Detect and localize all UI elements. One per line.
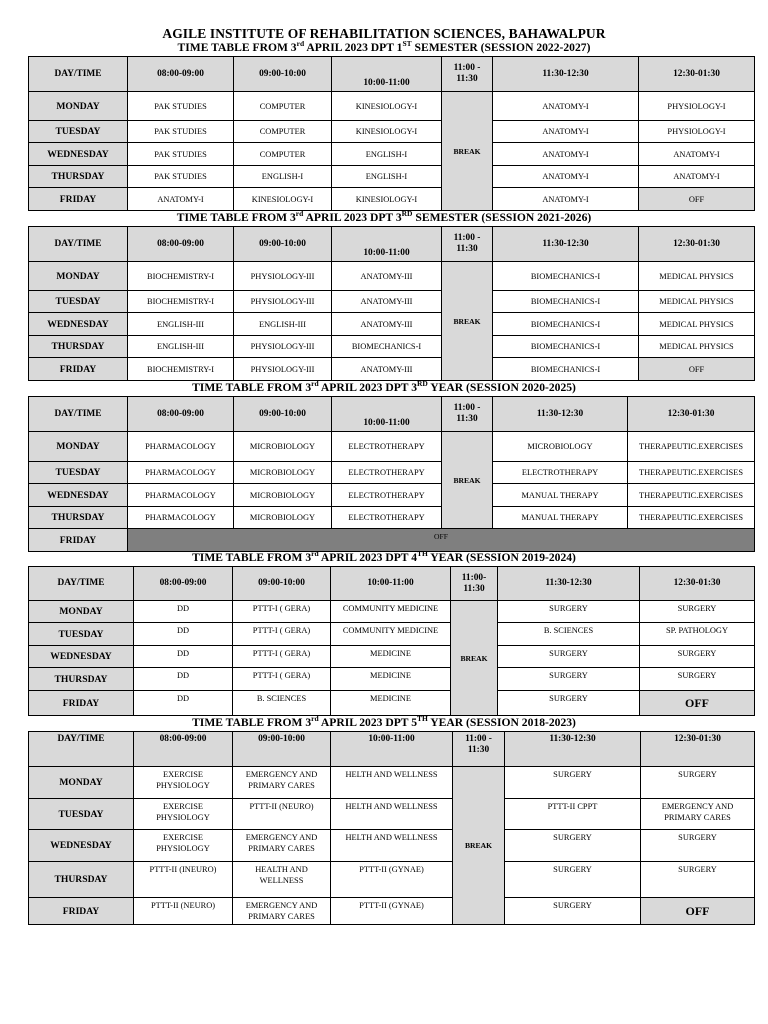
header-period-3: 10:00-11:00 (332, 397, 442, 432)
class-cell: ELECTROTHERAPY (332, 462, 442, 484)
table-row (29, 767, 755, 799)
header-period-4: 11:30-12:30 (493, 57, 639, 92)
header-period-5: 12:30-01:30 (641, 732, 755, 767)
class-cell: KINESIOLOGY-I (332, 188, 442, 211)
class-cell: BIOCHEMISTRY-I (128, 291, 234, 313)
class-cell: ELECTROTHERAPY (332, 484, 442, 507)
header-period-1: 08:00-09:00 (128, 227, 234, 262)
class-cell: ANATOMY-III (332, 262, 442, 291)
header-period-2: 09:00-10:00 (233, 732, 331, 767)
class-cell: PAK STUDIES (128, 92, 234, 121)
off-cell: OFF (640, 691, 755, 716)
day-label: TUESDAY (29, 623, 134, 646)
class-cell: ANATOMY-I (639, 166, 755, 188)
class-cell: B. SCIENCES (498, 623, 640, 646)
timetable-3rd-semester (28, 226, 755, 381)
class-cell: PTTT-II (NEURO) (134, 898, 233, 925)
class-cell: SURGERY (640, 668, 755, 691)
day-label: MONDAY (29, 432, 128, 462)
class-cell: PHYSIOLOGY-III (234, 291, 332, 313)
header-day-time: DAY/TIME (29, 732, 134, 767)
class-cell: SURGERY (498, 691, 640, 716)
table-row (29, 166, 755, 188)
class-cell: EXERCISE PHYSIOLOGY (134, 830, 233, 862)
class-cell: KINESIOLOGY-I (332, 121, 442, 143)
header-period-1: 08:00-09:00 (134, 567, 233, 601)
header-day-time: DAY/TIME (29, 567, 134, 601)
class-cell: THERAPEUTIC.EXERCISES (628, 432, 755, 462)
class-cell: PTTT-I ( GERA) (233, 623, 331, 646)
class-cell: HELTH AND WELLNESS (331, 799, 453, 830)
class-cell: SURGERY (498, 668, 640, 691)
class-cell: COMPUTER (234, 143, 332, 166)
class-cell: SURGERY (505, 767, 641, 799)
class-cell: HELTH AND WELLNESS (331, 767, 453, 799)
table-row (29, 646, 755, 668)
day-label: TUESDAY (29, 291, 128, 313)
class-cell: DD (134, 691, 233, 716)
break-cell: BREAK (442, 262, 493, 381)
header-period-4: 11:30-12:30 (498, 567, 640, 601)
class-cell: THERAPEUTIC.EXERCISES (628, 484, 755, 507)
class-cell: ANATOMY-I (493, 166, 639, 188)
header-period-1: 08:00-09:00 (134, 732, 233, 767)
table-row (29, 862, 755, 898)
class-cell: MEDICAL PHYSICS (639, 336, 755, 358)
section-5-title: TIME TABLE FROM 3rd APRIL 2023 DPT 5TH YEAR (SESSION 2018-2023) (192, 714, 576, 729)
break-cell: BREAK (451, 601, 498, 716)
class-cell: ANATOMY-I (493, 143, 639, 166)
class-cell: KINESIOLOGY-I (234, 188, 332, 211)
day-label: WEDNESDAY (29, 646, 134, 668)
header-day-time: DAY/TIME (29, 57, 128, 92)
class-cell: BIOMECHANICS-I (493, 358, 639, 381)
header-day-time: DAY/TIME (29, 227, 128, 262)
header-period-5: 12:30-01:30 (640, 567, 755, 601)
class-cell: MEDICINE (331, 646, 451, 668)
day-label: MONDAY (29, 767, 134, 799)
class-cell: PTTT-II (GYNAE) (331, 862, 453, 898)
table-row (29, 529, 755, 552)
day-label: MONDAY (29, 262, 128, 291)
class-cell: PHARMACOLOGY (128, 484, 234, 507)
class-cell: SURGERY (505, 898, 641, 925)
class-cell: PHARMACOLOGY (128, 507, 234, 529)
day-label: TUESDAY (29, 462, 128, 484)
off-cell: OFF (641, 898, 755, 925)
header-day-time: DAY/TIME (29, 397, 128, 432)
table-row (29, 462, 755, 484)
day-label: MONDAY (29, 601, 134, 623)
header-period-5: 12:30-01:30 (628, 397, 755, 432)
class-cell: BIOCHEMISTRY-I (128, 262, 234, 291)
header-period-5: 12:30-01:30 (639, 57, 755, 92)
class-cell: SURGERY (641, 830, 755, 862)
table-row (29, 691, 755, 716)
class-cell: SURGERY (641, 862, 755, 898)
day-label: MONDAY (29, 92, 128, 121)
class-cell: ANATOMY-I (128, 188, 234, 211)
day-label: WEDNESDAY (29, 830, 134, 862)
institute-title: AGILE INSTITUTE OF REHABILITATION SCIENCES, BAHAWALPUR (162, 26, 606, 41)
break-cell: BREAK (453, 767, 505, 925)
header-break: 11:00 - 11:30 (453, 732, 505, 767)
day-label: THURSDAY (29, 862, 134, 898)
section-4-title: TIME TABLE FROM 3rd APRIL 2023 DPT 4TH YEAR (SESSION 2019-2024) (192, 549, 576, 564)
day-label: WEDNESDAY (29, 313, 128, 336)
day-label: FRIDAY (29, 898, 134, 925)
class-cell: THERAPEUTIC.EXERCISES (628, 507, 755, 529)
class-cell: SURGERY (498, 646, 640, 668)
class-cell: COMPUTER (234, 92, 332, 121)
class-cell: B. SCIENCES (233, 691, 331, 716)
class-cell: PAK STUDIES (128, 121, 234, 143)
class-cell: COMMUNITY MEDICINE (331, 601, 451, 623)
class-cell: SURGERY (640, 601, 755, 623)
class-cell: PTTT-I ( GERA) (233, 668, 331, 691)
class-cell: EMERGENCY AND PRIMARY CARES (233, 767, 331, 799)
header-period-1: 08:00-09:00 (128, 57, 234, 92)
class-cell: MEDICAL PHYSICS (639, 291, 755, 313)
class-cell: EMERGENCY AND PRIMARY CARES (233, 898, 331, 925)
class-cell: ANATOMY-I (639, 143, 755, 166)
header-break: 11:00 - 11:30 (442, 227, 493, 262)
header-period-2: 09:00-10:00 (234, 397, 332, 432)
timetable-3rd-year (28, 396, 755, 552)
class-cell: PTTT-II CPPT (505, 799, 641, 830)
section-1-title: TIME TABLE FROM 3rd APRIL 2023 DPT 1ST SEMESTER (SESSION 2022-2027) (177, 39, 591, 54)
class-cell: MICROBIOLOGY (234, 432, 332, 462)
class-cell: ANATOMY-III (332, 313, 442, 336)
day-label: THURSDAY (29, 166, 128, 188)
class-cell: PAK STUDIES (128, 166, 234, 188)
class-cell: PHYSIOLOGY-III (234, 336, 332, 358)
table-row (29, 432, 755, 462)
class-cell: MICROBIOLOGY (493, 432, 628, 462)
header-period-3: 10:00-11:00 (332, 227, 442, 262)
table-row (29, 336, 755, 358)
table-row (29, 143, 755, 166)
table-row (29, 121, 755, 143)
header-period-2: 09:00-10:00 (233, 567, 331, 601)
table-row (29, 358, 755, 381)
timetable-5th-year (28, 731, 755, 925)
class-cell: DD (134, 646, 233, 668)
break-cell: BREAK (442, 432, 493, 529)
class-cell: MICROBIOLOGY (234, 462, 332, 484)
timetable-1st-semester (28, 56, 755, 211)
table-row (29, 484, 755, 507)
class-cell: MANUAL THERAPY (493, 484, 628, 507)
class-cell: PTTT-II (GYNAE) (331, 898, 453, 925)
class-cell: PHYSIOLOGY-III (234, 358, 332, 381)
section-2-title: TIME TABLE FROM 3rd APRIL 2023 DPT 3RD SEMESTER (SESSION 2021-2026) (176, 209, 592, 224)
header-period-1: 08:00-09:00 (128, 397, 234, 432)
header-period-5: 12:30-01:30 (639, 227, 755, 262)
class-cell: ELECTROTHERAPY (332, 432, 442, 462)
day-label: FRIDAY (29, 691, 134, 716)
header-period-3: 10:00-11:00 (331, 732, 453, 767)
class-cell: MICROBIOLOGY (234, 484, 332, 507)
class-cell: ENGLISH-I (332, 166, 442, 188)
class-cell: PAK STUDIES (128, 143, 234, 166)
header-period-4: 11:30-12:30 (493, 397, 628, 432)
class-cell: SURGERY (640, 646, 755, 668)
class-cell: SURGERY (641, 767, 755, 799)
class-cell: ANATOMY-III (332, 358, 442, 381)
class-cell: ANATOMY-I (493, 92, 639, 121)
class-cell: ENGLISH-I (332, 143, 442, 166)
header-period-3: 10:00-11:00 (331, 567, 451, 601)
table-row (29, 830, 755, 862)
class-cell: ANATOMY-I (493, 121, 639, 143)
day-label: TUESDAY (29, 121, 128, 143)
class-cell: MEDICINE (331, 691, 451, 716)
day-label: FRIDAY (29, 188, 128, 211)
day-label: THURSDAY (29, 668, 134, 691)
day-label: WEDNESDAY (29, 484, 128, 507)
class-cell: ANATOMY-III (332, 291, 442, 313)
class-cell: HELTH AND WELLNESS (331, 830, 453, 862)
class-cell: ENGLISH-III (234, 313, 332, 336)
class-cell: BIOCHEMISTRY-I (128, 358, 234, 381)
table-row (29, 262, 755, 291)
class-cell: EMERGENCY AND PRIMARY CARES (233, 830, 331, 862)
day-label: THURSDAY (29, 507, 128, 529)
class-cell: SURGERY (505, 830, 641, 862)
class-cell: BIOMECHANICS-I (493, 313, 639, 336)
day-label: TUESDAY (29, 799, 134, 830)
class-cell: DD (134, 668, 233, 691)
table-row (29, 799, 755, 830)
class-cell: MANUAL THERAPY (493, 507, 628, 529)
table-row (29, 291, 755, 313)
class-cell: KINESIOLOGY-I (332, 92, 442, 121)
class-cell: PTTT-I ( GERA) (233, 601, 331, 623)
header-period-4: 11:30-12:30 (505, 732, 641, 767)
header-break: 11:00 - 11:30 (442, 397, 493, 432)
header-period-2: 09:00-10:00 (234, 57, 332, 92)
class-cell: SURGERY (505, 862, 641, 898)
class-cell: SURGERY (498, 601, 640, 623)
class-cell: MEDICAL PHYSICS (639, 313, 755, 336)
class-cell: ELECTROTHERAPY (332, 507, 442, 529)
section-3-title: TIME TABLE FROM 3rd APRIL 2023 DPT 3RD YEAR (SESSION 2020-2025) (192, 379, 576, 394)
class-cell: PHARMACOLOGY (128, 462, 234, 484)
table-row (29, 507, 755, 529)
day-label: THURSDAY (29, 336, 128, 358)
table-row (29, 188, 755, 211)
break-cell: BREAK (442, 92, 493, 211)
header-break: 11:00- 11:30 (451, 567, 498, 601)
off-cell: OFF (639, 358, 755, 381)
day-label: FRIDAY (29, 529, 128, 552)
table-row (29, 898, 755, 925)
class-cell: DD (134, 601, 233, 623)
class-cell: BIOMECHANICS-I (493, 291, 639, 313)
class-cell: MICROBIOLOGY (234, 507, 332, 529)
day-label: FRIDAY (29, 358, 128, 381)
class-cell: EXERCISE PHYSIOLOGY (134, 799, 233, 830)
class-cell: COMPUTER (234, 121, 332, 143)
timetable-4th-year (28, 566, 755, 716)
table-row (29, 92, 755, 121)
class-cell: EMERGENCY AND PRIMARY CARES (641, 799, 755, 830)
day-label: WEDNESDAY (29, 143, 128, 166)
class-cell: EXERCISE PHYSIOLOGY (134, 767, 233, 799)
header-period-3: 10:00-11:00 (332, 57, 442, 92)
header-break: 11:00 - 11:30 (442, 57, 493, 92)
header-period-2: 09:00-10:00 (234, 227, 332, 262)
class-cell: ANATOMY-I (493, 188, 639, 211)
class-cell: BIOMECHANICS-I (493, 336, 639, 358)
class-cell: PHYSIOLOGY-III (234, 262, 332, 291)
class-cell: THERAPEUTIC.EXERCISES (628, 462, 755, 484)
class-cell: PTTT-II (INEURO) (134, 862, 233, 898)
class-cell: BIOMECHANICS-I (493, 262, 639, 291)
table-row (29, 601, 755, 623)
class-cell: SP. PATHOLOGY (640, 623, 755, 646)
class-cell: PTTT-II (NEURO) (233, 799, 331, 830)
class-cell: ENGLISH-III (128, 336, 234, 358)
class-cell: PHARMACOLOGY (128, 432, 234, 462)
class-cell: DD (134, 623, 233, 646)
table-row (29, 313, 755, 336)
table-row (29, 623, 755, 646)
class-cell: ENGLISH-I (234, 166, 332, 188)
class-cell: COMMUNITY MEDICINE (331, 623, 451, 646)
class-cell: PHYSIOLOGY-I (639, 92, 755, 121)
class-cell: MEDICAL PHYSICS (639, 262, 755, 291)
class-cell: BIOMECHANICS-I (332, 336, 442, 358)
friday-off-cell: OFF (128, 529, 755, 552)
off-cell: OFF (639, 188, 755, 211)
table-row (29, 668, 755, 691)
class-cell: PHYSIOLOGY-I (639, 121, 755, 143)
class-cell: HEALTH AND WELLNESS (233, 862, 331, 898)
class-cell: ENGLISH-III (128, 313, 234, 336)
class-cell: ELECTROTHERAPY (493, 462, 628, 484)
class-cell: MEDICINE (331, 668, 451, 691)
header-period-4: 11:30-12:30 (493, 227, 639, 262)
class-cell: PTTT-I ( GERA) (233, 646, 331, 668)
